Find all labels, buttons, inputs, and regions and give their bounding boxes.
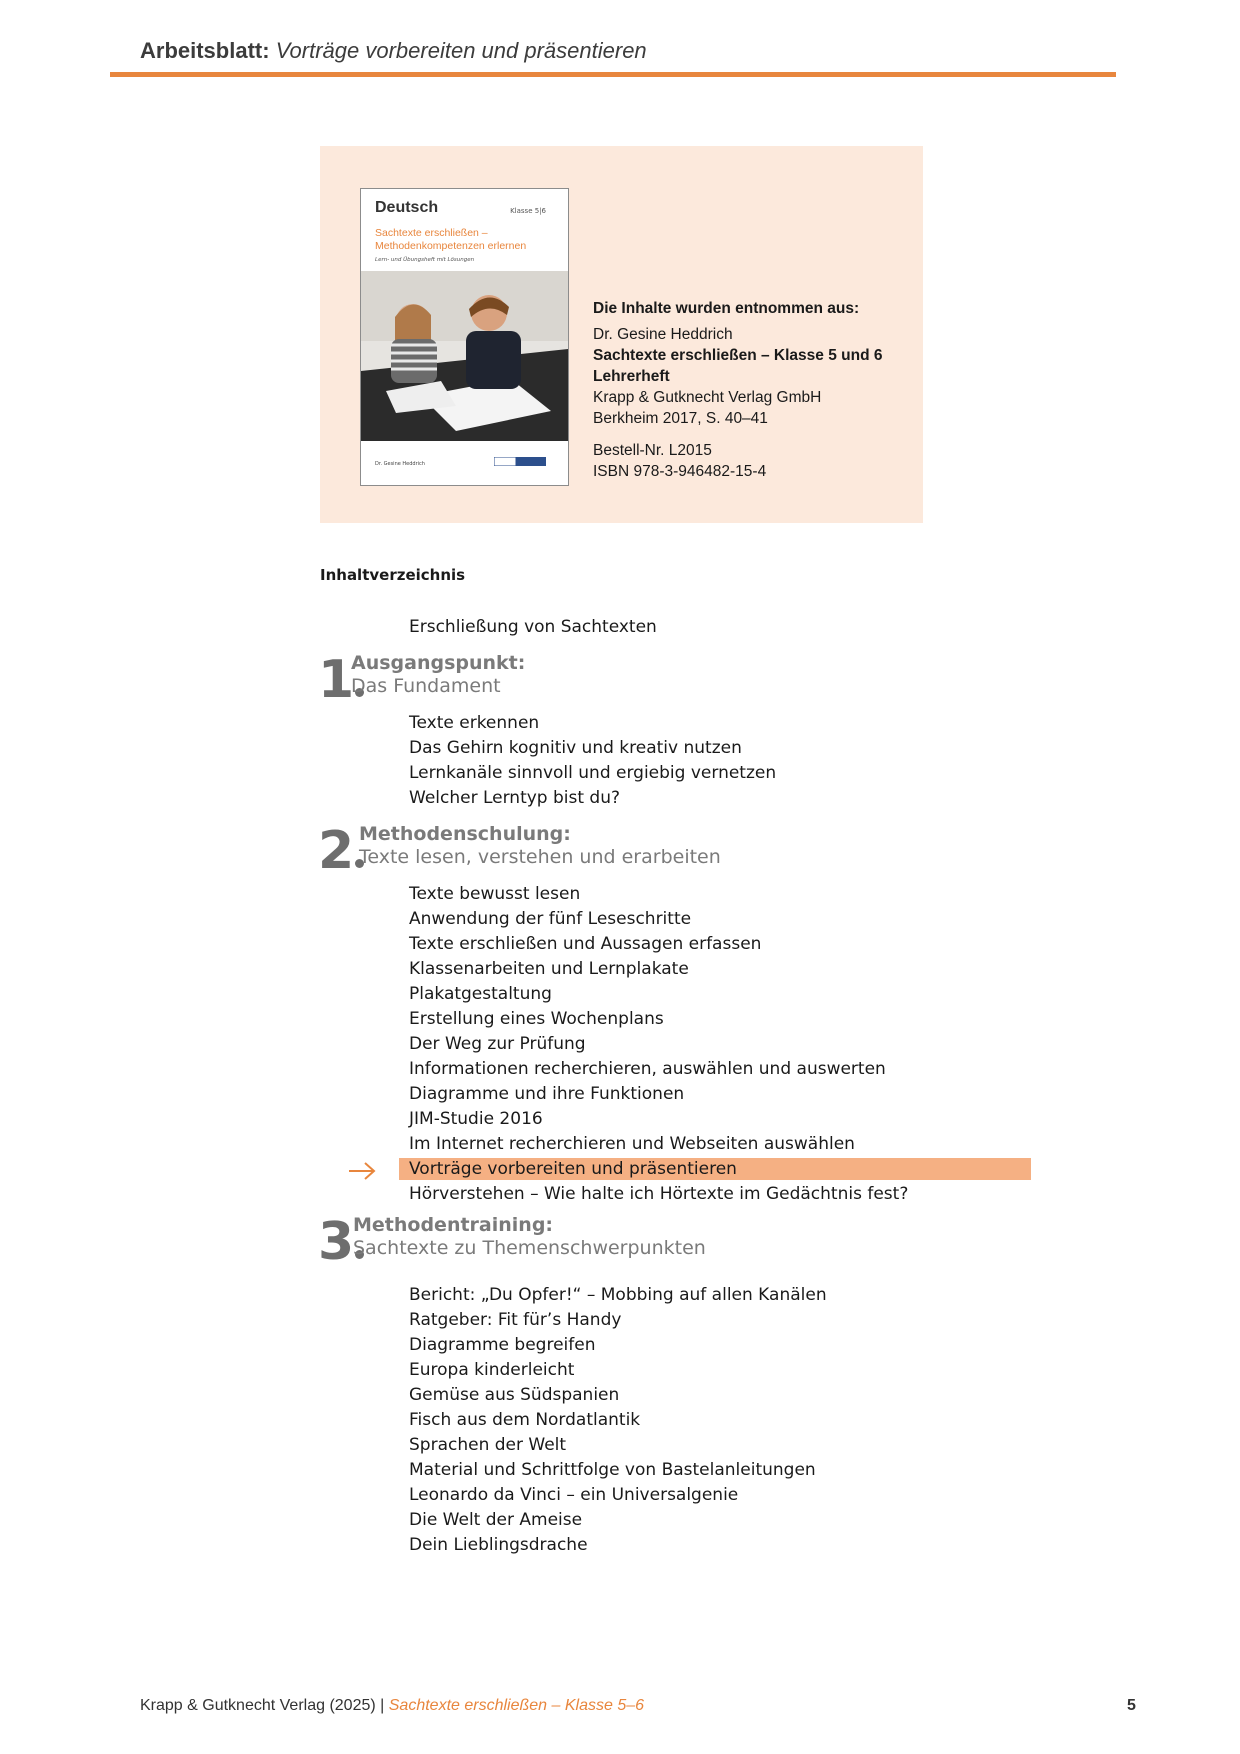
- toc-item: Bericht: „Du Opfer!“ – Mobbing auf allen Kanälen: [409, 1285, 827, 1305]
- cover-class: Klasse 5|6: [510, 207, 546, 215]
- source-place-year: Berkheim 2017, S. 40–41: [593, 410, 768, 427]
- footer-publisher: Krapp & Gutknecht Verlag (2025) |: [140, 1697, 385, 1714]
- toc-item: Diagramme begreifen: [409, 1335, 596, 1355]
- section-2-title: [359, 823, 721, 869]
- toc-item: Die Welt der Ameise: [409, 1510, 583, 1530]
- source-box: [320, 146, 923, 523]
- toc-item: Gemüse aus Südspanien: [409, 1385, 620, 1405]
- cover-author: Dr. Gesine Heddrich: [375, 461, 425, 467]
- toc-item: Leonardo da Vinci – ein Universalgenie: [409, 1485, 739, 1505]
- toc-item-current: Vorträge vorbereiten und präsentieren: [399, 1158, 1031, 1180]
- cover-subject: Deutsch: [375, 199, 439, 216]
- toc-item: Dein Lieblingsdrache: [409, 1535, 588, 1555]
- footer: [140, 1697, 644, 1715]
- toc-intro-item: Erschließung von Sachtexten: [409, 617, 657, 637]
- toc-item: Fisch aus dem Nordatlantik: [409, 1410, 641, 1430]
- source-citation: [593, 298, 913, 482]
- section-1-title-main: Ausgangspunkt:: [351, 652, 526, 674]
- source-intro: Die Inhalte wurden entnommen aus:: [593, 300, 860, 317]
- publisher-logo: [494, 457, 546, 466]
- toc-item: Welcher Lerntyp bist du?: [409, 788, 621, 808]
- toc-item: Erstellung eines Wochenplans: [409, 1009, 664, 1029]
- toc-item: Der Weg zur Prüfung: [409, 1034, 586, 1054]
- source-author: Dr. Gesine Heddrich: [593, 326, 733, 343]
- section-3-title-sub: Sachtexte zu Themenschwerpunkten: [353, 1237, 706, 1259]
- toc-heading: Inhaltverzeichnis: [320, 566, 466, 584]
- toc-item: Das Gehirn kognitiv und kreativ nutzen: [409, 738, 742, 758]
- toc-item: Lernkanäle sinnvoll und ergiebig vernetzen: [409, 763, 777, 783]
- book-cover: [360, 188, 569, 486]
- section-2-number: 2: [318, 821, 355, 881]
- cover-title: Sachtexte erschließen – Methodenkompetenzen erlernen: [375, 227, 527, 252]
- toc-item: Europa kinderleicht: [409, 1360, 575, 1380]
- toc-item: Texte erkennen: [409, 713, 540, 733]
- section-3-title-main: Methodentraining:: [353, 1214, 554, 1236]
- section-1-title-sub: Das Fundament: [351, 675, 501, 697]
- cover-photo: [361, 271, 568, 441]
- toc-item: Klassenarbeiten und Lernplakate: [409, 959, 689, 979]
- source-title: Sachtexte erschließen – Klasse 5 und 6: [593, 347, 883, 364]
- toc-item: Ratgeber: Fit für’s Handy: [409, 1310, 622, 1330]
- section-3-title: [353, 1214, 706, 1260]
- source-type: Lehrerheft: [593, 368, 670, 385]
- section-1-title: [351, 652, 525, 698]
- toc-item: Im Internet recherchieren und Webseiten auswählen: [409, 1134, 855, 1154]
- source-order-no: Bestell-Nr. L2015: [593, 442, 712, 459]
- section-2-title-main: Methodenschulung:: [359, 823, 571, 845]
- header-title: Vorträge vorbereiten und präsentieren: [275, 38, 647, 63]
- source-isbn: ISBN 978-3-946482-15-4: [593, 463, 767, 480]
- toc-item: Material und Schrittfolge von Bastelanleitungen: [409, 1460, 816, 1480]
- current-topic-arrow-icon: [347, 1160, 377, 1182]
- section-number: [318, 821, 364, 881]
- toc-item: Texte bewusst lesen: [409, 884, 581, 904]
- header-label: Arbeitsblatt:: [140, 38, 270, 63]
- source-publisher: Krapp & Gutknecht Verlag GmbH: [593, 389, 822, 406]
- toc-item: Sprachen der Welt: [409, 1435, 567, 1455]
- toc-item: Diagramme und ihre Funktionen: [409, 1084, 685, 1104]
- toc-item: Informationen recherchieren, auswählen und auswerten: [409, 1059, 886, 1079]
- toc-item: JIM-Studie 2016: [409, 1109, 543, 1129]
- toc-item: Anwendung der fünf Leseschritte: [409, 909, 692, 929]
- cover-subtitle: Lern- und Übungsheft mit Lösungen: [375, 257, 475, 263]
- page-number: 5: [1127, 1697, 1136, 1714]
- worksheet-header: [140, 38, 647, 64]
- section-1-number: 1: [318, 650, 355, 710]
- footer-book-title: Sachtexte erschließen – Klasse 5–6: [388, 1697, 645, 1714]
- toc-item: Plakatgestaltung: [409, 984, 552, 1004]
- toc-item: Hörverstehen – Wie halte ich Hörtexte im Gedächtnis fest?: [409, 1184, 909, 1204]
- section-2-title-sub: Texte lesen, verstehen und erarbeiten: [359, 846, 721, 868]
- toc-item: Texte erschließen und Aussagen erfassen: [409, 934, 762, 954]
- header-rule: [110, 72, 1116, 77]
- section-3-number: 3: [318, 1212, 355, 1272]
